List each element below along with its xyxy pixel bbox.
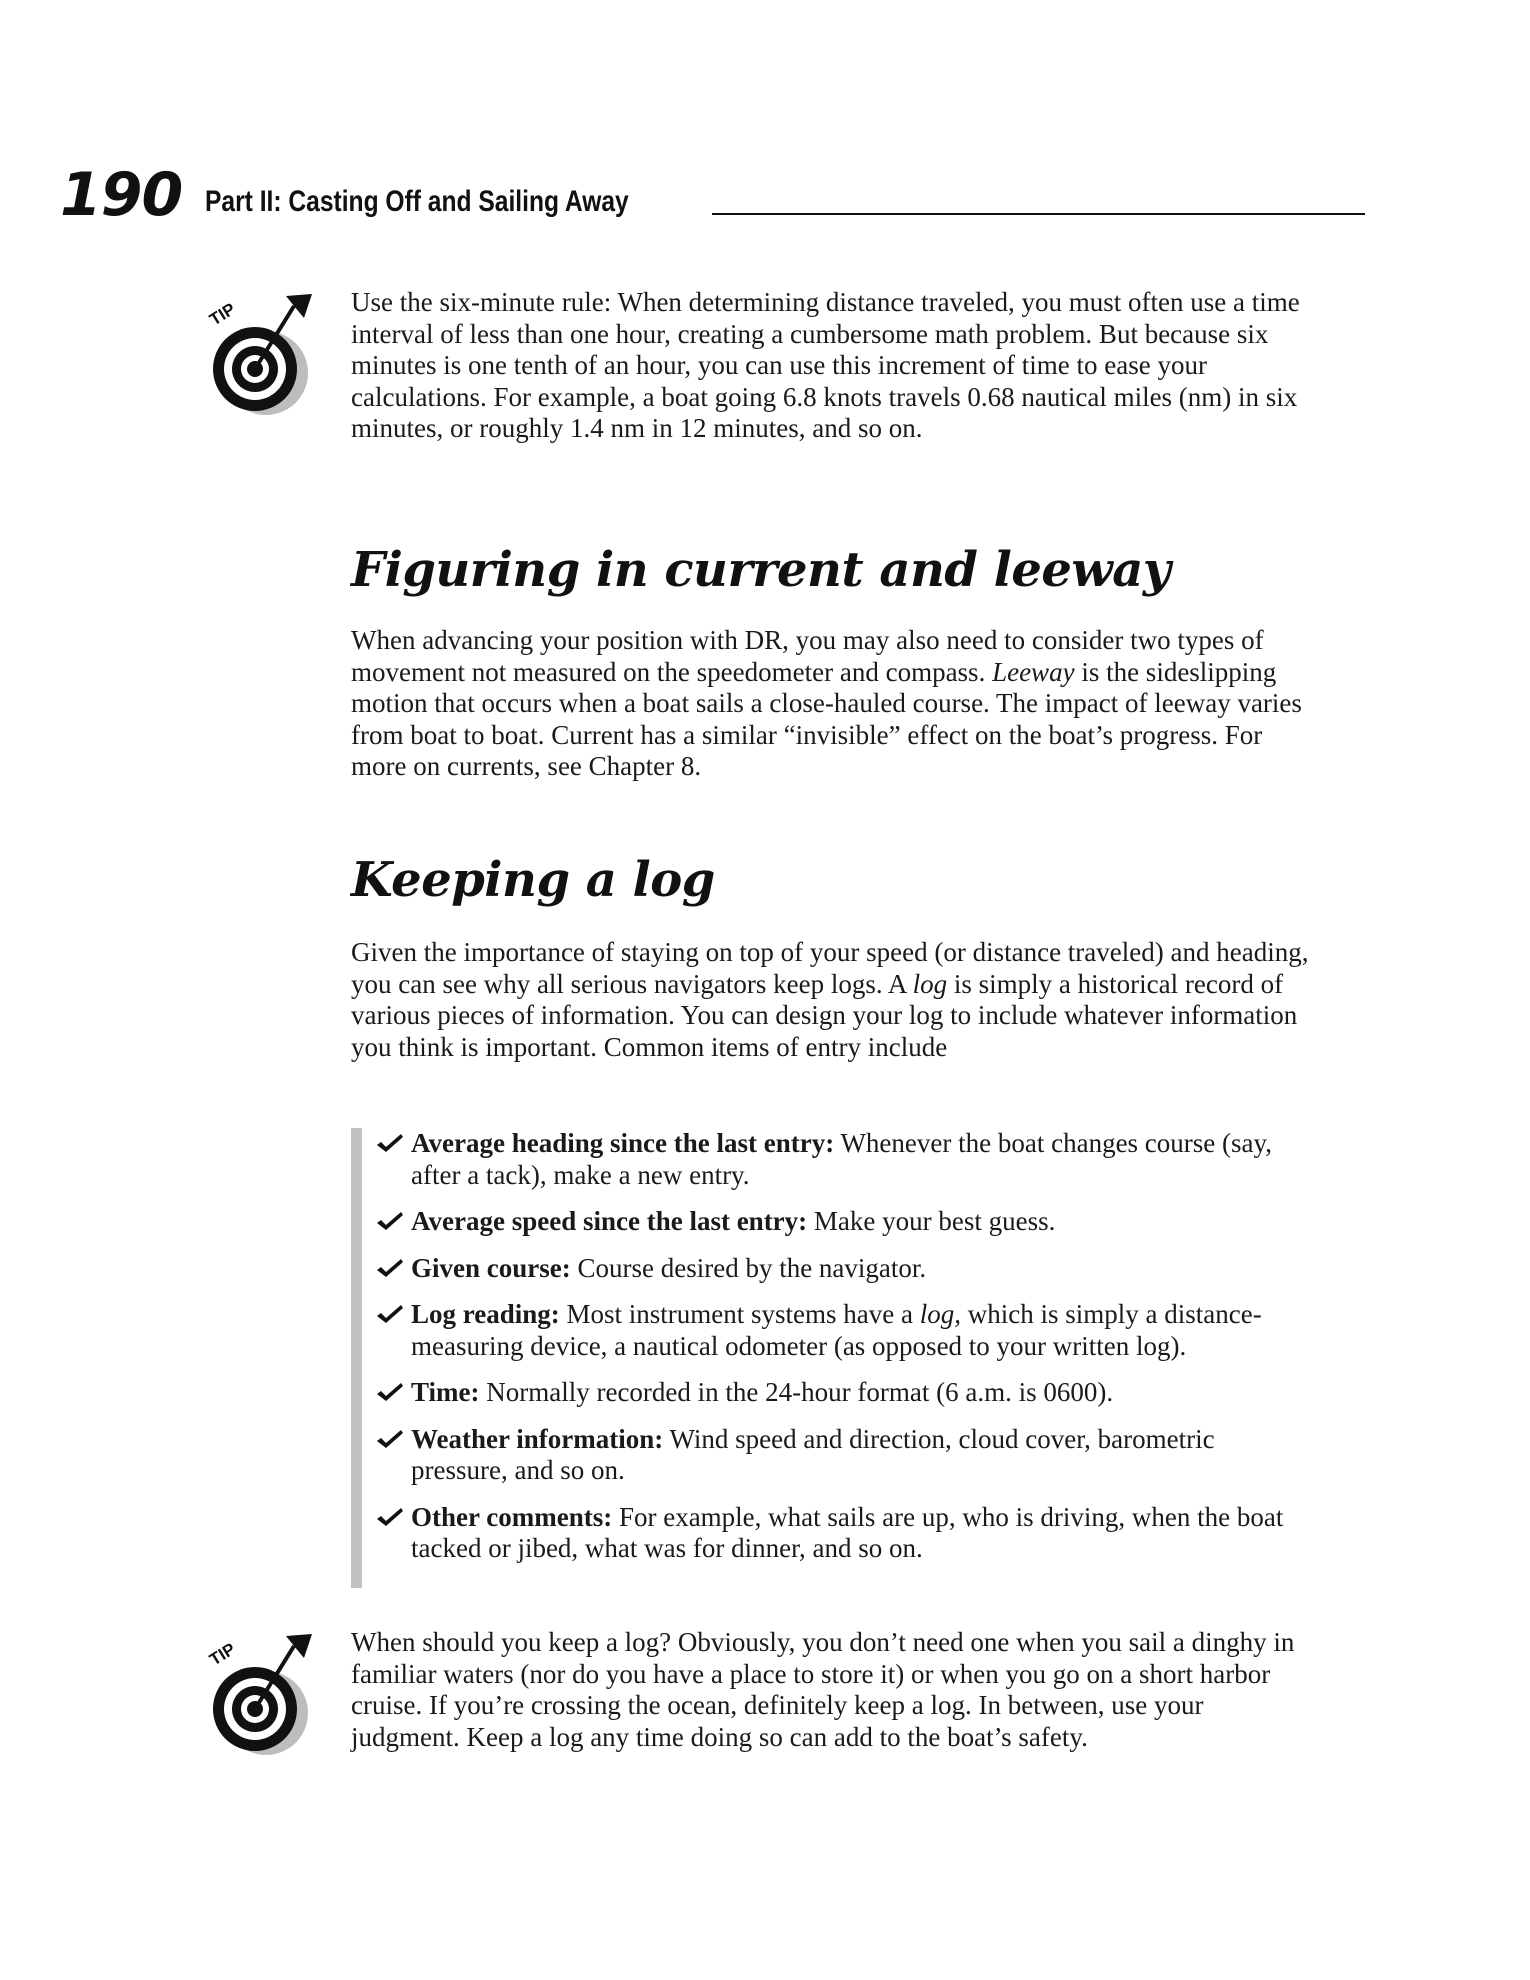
tip-text: Use the six-minute rule: When determining distance traveled, you must often use a time interval of less than one hour, creating a cumbersome math problem. But because six minutes is one tenth of an hour, you can use this increment of time to ease your calculations. For example, a boat going 6.8 knots travels 0.68 nautical miles (nm) in six minutes, or roughly 1.4 nm in 12 minutes, and so on. bbox=[351, 287, 1300, 443]
item-description: Whenever the boat changes course (say, after a tack), make a new entry. bbox=[411, 1128, 1273, 1190]
log-entries-list bbox=[351, 1128, 1311, 1588]
paragraph-text: is the sideslipping motion that occurs when a boat sails a close-hauled course. The impact of leeway varies from boat to boat. Current has a similar “invisible” effect on the boat’s progress. For more on currents, see Chapter 8. bbox=[351, 656, 1302, 781]
paragraph-text: is simply a historical record of various pieces of information. You can design your log to include whatever information you think is important. Common items of entry include bbox=[351, 968, 1298, 1062]
item-description: Normally recorded in the 24-hour format (6 a.m. is 0600). bbox=[479, 1377, 1114, 1407]
item-term: Given course: bbox=[411, 1252, 571, 1283]
section-paragraph bbox=[351, 625, 1311, 783]
item-term: Average speed since the last entry: bbox=[411, 1206, 808, 1236]
page-number: 190 bbox=[60, 160, 183, 230]
check-bullet-icon bbox=[376, 1132, 404, 1154]
list-item bbox=[362, 1253, 1311, 1285]
item-description: Course desired by the navigator. bbox=[570, 1252, 927, 1283]
list-item bbox=[362, 1206, 1311, 1238]
check-bullet-icon bbox=[376, 1506, 404, 1528]
section-heading: Figuring in current and leeway bbox=[351, 542, 1171, 598]
item-description-term: log, bbox=[919, 1299, 961, 1329]
item-description: Most instrument systems have a bbox=[559, 1299, 920, 1329]
item-description: For example, what sails are up, who is driving, when the boat tacked or jibed, what was for dinner, and so on. bbox=[411, 1501, 1284, 1563]
tip-text: When should you keep a log? Obviously, you don’t need one when you sail a dinghy in familiar waters (nor do you have a place to store it) or when you go on a short harbor cruise. If you’re crossing the ocean, definitely keep a log. In between, use your judgment. Keep a log any time doing so can add to the boat’s safety. bbox=[351, 1627, 1295, 1752]
paragraph-term: Leeway bbox=[992, 656, 1075, 687]
check-bullet-icon bbox=[376, 1428, 404, 1450]
item-term: Weather information: bbox=[411, 1423, 664, 1454]
item-term: Log reading: bbox=[411, 1299, 560, 1329]
check-bullet-icon bbox=[376, 1257, 404, 1279]
check-bullet-icon bbox=[376, 1381, 404, 1403]
item-term: Average heading since the last entry: bbox=[411, 1128, 835, 1158]
item-description: Make your best guess. bbox=[807, 1206, 1056, 1236]
tip-target-icon bbox=[200, 290, 318, 420]
list-item bbox=[362, 1424, 1311, 1487]
item-term: Other comments: bbox=[411, 1501, 613, 1532]
check-bullet-icon bbox=[376, 1303, 404, 1325]
list-item bbox=[362, 1299, 1311, 1362]
list-item bbox=[362, 1502, 1311, 1565]
paragraph-term: log bbox=[912, 968, 948, 999]
item-description: Wind speed and direction, cloud cover, barometric pressure, and so on. bbox=[411, 1423, 1215, 1485]
tip-icon-label: TIP bbox=[206, 1639, 239, 1670]
paragraph-text: Given the importance of staying on top of your speed (or distance traveled) and heading, you can see why all serious navigators keep logs. A bbox=[351, 937, 1309, 999]
item-term: Time: bbox=[411, 1377, 480, 1407]
list-item bbox=[362, 1377, 1311, 1409]
running-head-title: Part II: Casting Off and Sailing Away bbox=[205, 185, 629, 218]
tip-target-icon bbox=[200, 1630, 318, 1760]
section-paragraph bbox=[351, 937, 1311, 1063]
item-description: which is simply a distance-measuring device, a nautical odometer (as opposed to your written log). bbox=[411, 1299, 1262, 1361]
tip-icon-label: TIP bbox=[206, 299, 239, 330]
running-header bbox=[60, 162, 1310, 232]
check-bullet-icon bbox=[376, 1210, 404, 1232]
paragraph-text: When advancing your position with DR, you may also need to consider two types of movement not measured on the speedometer and compass. bbox=[351, 625, 1264, 687]
list-item bbox=[362, 1128, 1311, 1191]
section-heading: Keeping a log bbox=[351, 852, 715, 908]
header-rule bbox=[712, 213, 1365, 215]
